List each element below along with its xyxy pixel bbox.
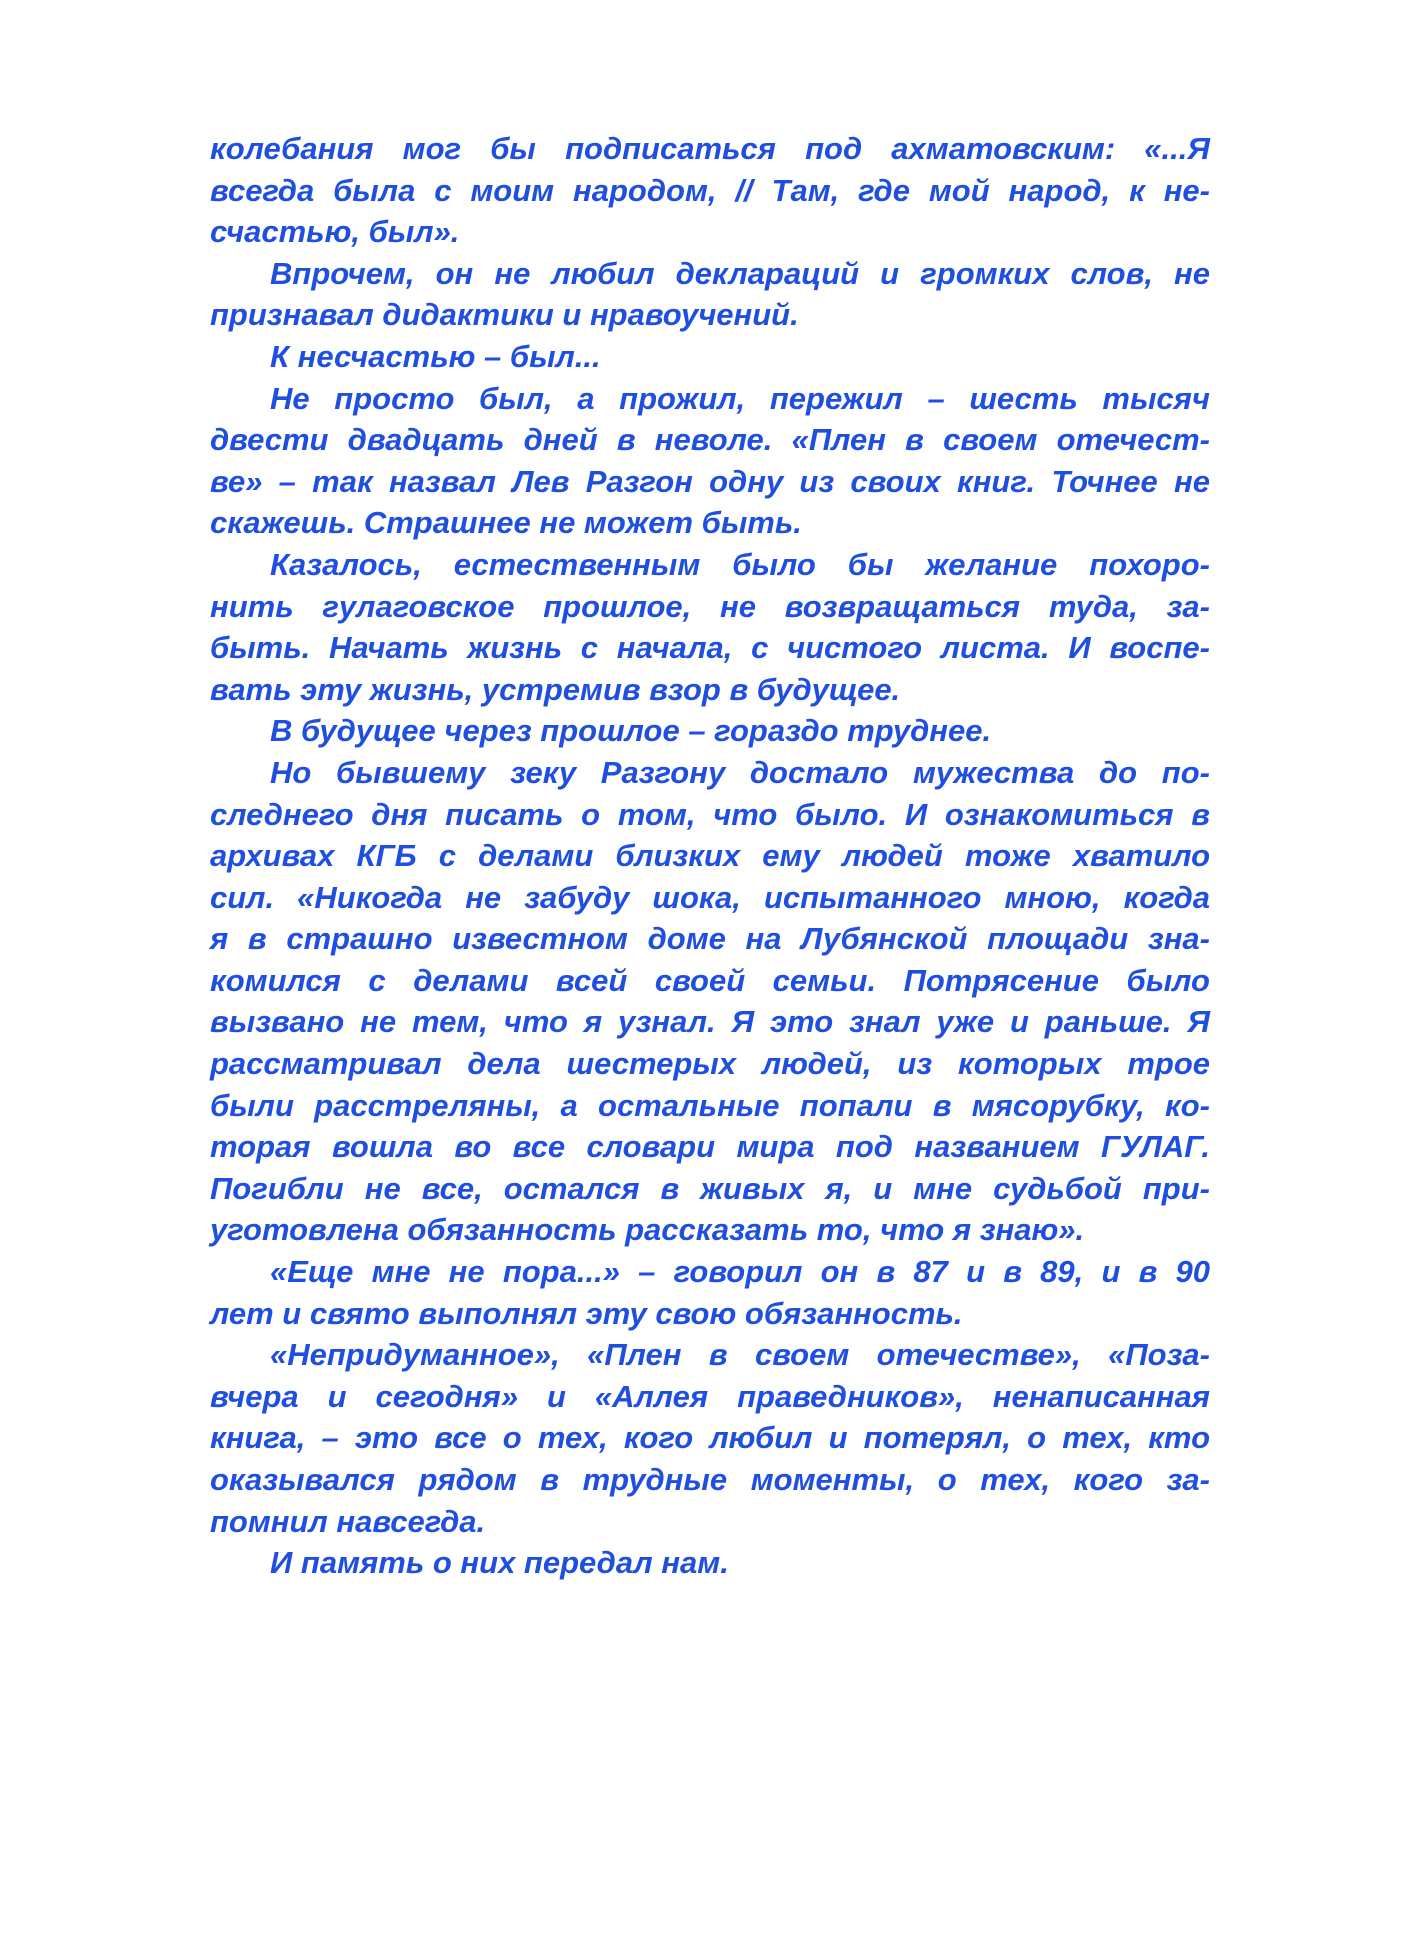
paragraph (210, 710, 1210, 752)
paragraph (210, 378, 1210, 544)
text-line: Впрочем, он не любил деклараций и громких слов, не (270, 255, 1210, 291)
paragraph (210, 1542, 1210, 1584)
text-line: были расстреляны, а остальные попали в мясорубку, ко- (210, 1087, 1210, 1123)
text-line: Погибли не все, остался в живых я, и мне судьбой при- (210, 1170, 1210, 1206)
paragraph (210, 1251, 1210, 1334)
text-line: оказывался рядом в трудные моменты, о тех, кого за- (210, 1462, 1210, 1497)
paragraph (210, 1334, 1210, 1542)
text-line: торая вошла во все словари мира под названием ГУЛАГ. (210, 1129, 1210, 1165)
text-line: вчера и сегодня» и «Аллея праведников», ненаписанная (210, 1378, 1210, 1414)
text-line: Но бывшему зеку Разгону достало мужества до по- (270, 754, 1210, 790)
text-line: лет и свято выполнял эту свою обязанность. (210, 1295, 963, 1331)
paragraph (210, 752, 1210, 1251)
page-body (210, 128, 1210, 1584)
text-line: комился с делами всей своей семьи. Потрясение было (210, 962, 1210, 998)
text-line: К несчастью – был... (270, 338, 601, 374)
text-line: вызвано не тем, что я узнал. Я это знал уже и раньше. Я (210, 1004, 1210, 1040)
text-line: «Еще мне не пора...» – говорил он в 87 и в 89, и в 90 (270, 1254, 1210, 1290)
text-line: вать эту жизнь, устремив взор в будущее. (210, 671, 901, 707)
text-line: скажешь. Страшнее не может быть. (210, 505, 802, 541)
text-line: быть. Начать жизнь с начала, с чистого листа. И воспе- (210, 630, 1210, 666)
text-line: уготовлена обязанность рассказать то, что я знаю». (210, 1212, 1085, 1248)
text-line: Не просто был, а прожил, пережил – шесть тысяч (270, 380, 1210, 416)
paragraph (210, 336, 1210, 378)
paragraph (210, 544, 1210, 710)
text-line: ве» – так назвал Лев Разгон одну из своих книг. Точнее не (210, 463, 1210, 499)
text-line: нить гулаговское прошлое, не возвращаться туда, за- (210, 588, 1210, 624)
text-line: «Непридуманное», «Плен в своем отечестве», «Поза- (270, 1337, 1210, 1373)
text-line: признавал дидактики и нравоучений. (210, 297, 799, 333)
text-line: сил. «Никогда не забуду шока, испытанного мною, когда (210, 879, 1210, 915)
text-line: колебания мог бы подписаться под ахматовским: «...Я (210, 131, 1210, 166)
paragraph (210, 253, 1210, 336)
text-line: Казалось, естественным было бы желание похоро- (270, 546, 1210, 582)
text-line: И память о них передал нам. (270, 1545, 729, 1581)
text-line: счастью, был». (210, 214, 460, 250)
text-line: я в страшно известном доме на Лубянской площади зна- (210, 921, 1210, 957)
text-line: помнил навсегда. (210, 1503, 486, 1539)
text-line: архивах КГБ с делами близких ему людей тоже хватило (210, 838, 1210, 874)
text-line: всегда была с моим народом, // Там, где мой народ, к не- (210, 172, 1210, 208)
text-line: В будущее через прошлое – гораздо труднее. (270, 713, 992, 749)
text-line: рассматривал дела шестерых людей, из которых трое (210, 1046, 1210, 1082)
paragraph (210, 128, 1210, 253)
text-line: книга, – это все о тех, кого любил и потерял, о тех, кто (210, 1420, 1210, 1456)
text-line: двести двадцать дней в неволе. «Плен в своем отечест- (210, 422, 1210, 458)
text-line: следнего дня писать о том, что было. И ознакомиться в (210, 796, 1210, 832)
